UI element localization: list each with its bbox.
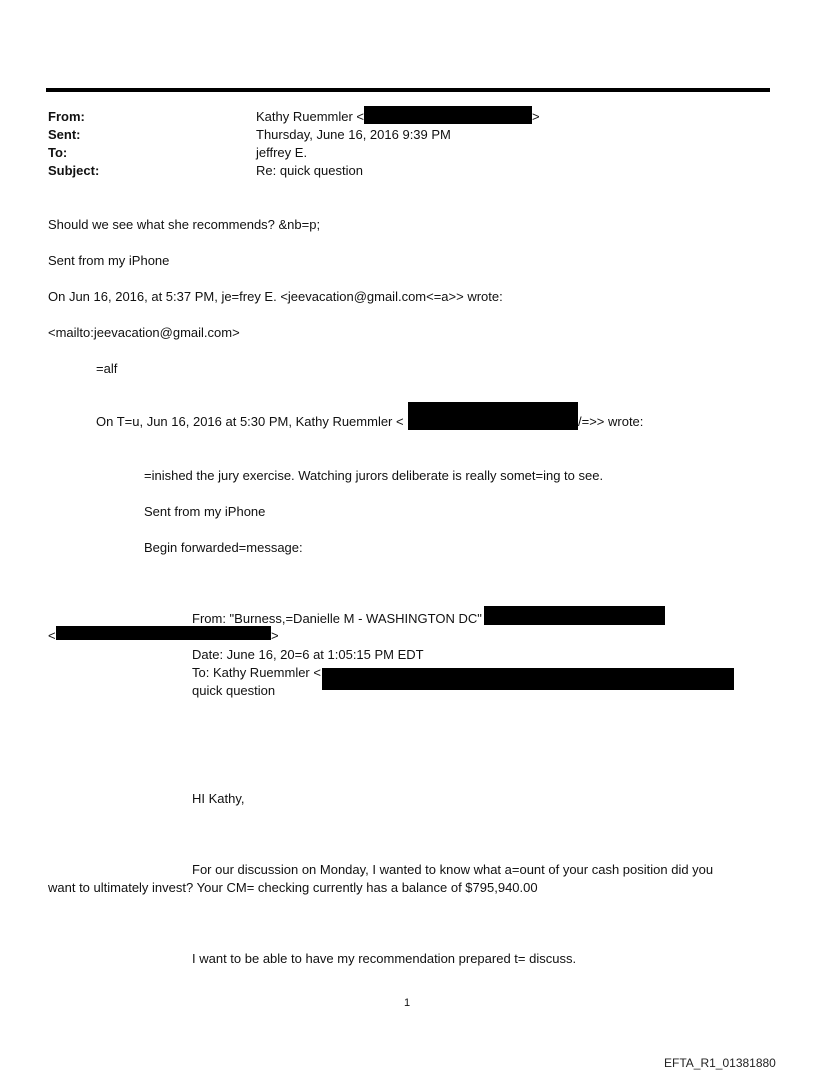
sent-value: Thursday, June 16, 2016 9:39 PM <box>256 127 451 142</box>
from-value: Kathy Ruemmler < <box>256 109 365 124</box>
redaction-bar <box>364 106 532 124</box>
sent-label: Sent: <box>48 127 81 142</box>
body-line: =alf <box>96 361 118 376</box>
body-line: Begin forwarded=message: <box>144 540 303 555</box>
to-label: To: <box>48 145 68 160</box>
forwarded-from: From: "Burness,=Danielle M - WASHINGTON DC" <box>192 611 482 626</box>
redaction-bar <box>56 626 271 640</box>
forwarded-subject: quick question <box>192 683 276 698</box>
body-line: Should we see what she recommends? &nb=p; <box>48 217 321 232</box>
from-value-end: > <box>532 109 540 124</box>
page-number: 1 <box>404 997 411 1009</box>
greeting: HI Kathy, <box>192 791 245 806</box>
forwarded-from-lt: < <box>48 628 56 643</box>
body-line: <mailto:jeevacation@gmail.com> <box>48 325 240 340</box>
document-id-footer: EFTA_R1_01381880 <box>664 1056 776 1070</box>
subject-value: Re: quick question <box>256 163 363 178</box>
body-line: want to ultimately invest? Your CM= checking currently has a balance of $795,940.00 <box>48 880 538 895</box>
body-line: =inished the jury exercise. Watching jurors deliberate is really somet=ing to see. <box>144 468 604 483</box>
body-line: Sent from my iPhone <box>144 504 266 519</box>
forwarded-to: To: Kathy Ruemmler < <box>192 665 321 680</box>
forwarded-from-gt: > <box>271 628 279 643</box>
body-line: On Jun 16, 2016, at 5:37 PM, je=frey E. <jeevacation@gmail.com<=a>> wrote: <box>48 289 503 304</box>
body-line: /=>> wrote: <box>578 414 644 429</box>
body-line: On T=u, Jun 16, 2016 at 5:30 PM, Kathy Ruemmler < <box>96 414 404 429</box>
header-rule <box>46 88 770 92</box>
body-line: I want to be able to have my recommendation prepared t= discuss. <box>192 951 577 966</box>
redaction-bar <box>408 402 578 430</box>
redaction-bar <box>484 606 665 625</box>
body-line: For our discussion on Monday, I wanted to know what a=ount of your cash position did you <box>192 862 714 877</box>
from-label: From: <box>48 109 85 124</box>
redaction-bar <box>322 668 734 690</box>
forwarded-date: Date: June 16, 20=6 at 1:05:15 PM EDT <box>192 647 424 662</box>
subject-label: Subject: <box>48 163 100 178</box>
body-line: Sent from my iPhone <box>48 253 170 268</box>
to-value: jeffrey E. <box>256 145 308 160</box>
